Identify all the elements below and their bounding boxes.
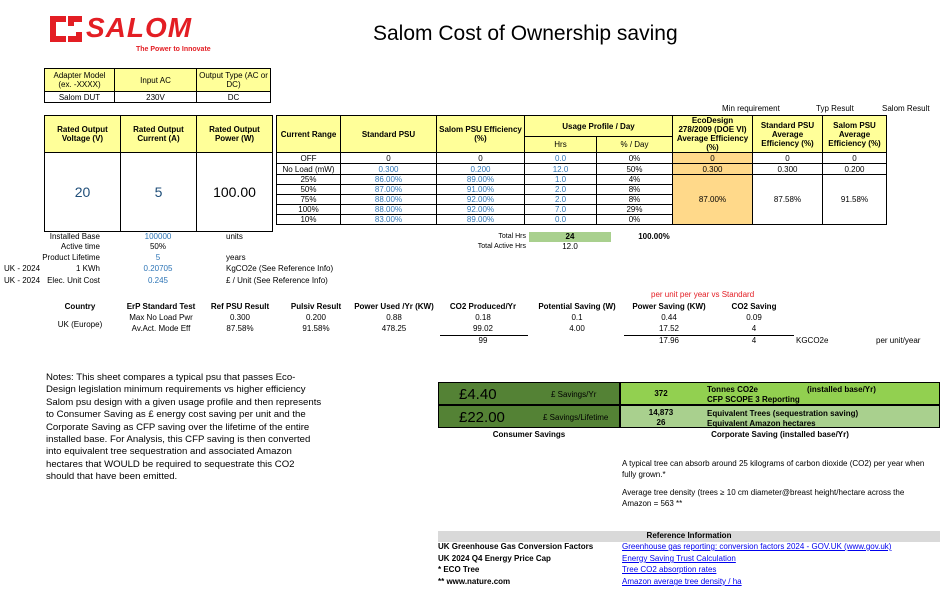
savings-yr-box (438, 382, 620, 405)
param-unit: £ / Unit (See Reference Info) (226, 276, 328, 285)
salom-cell[interactable]: 91.00% (437, 185, 525, 195)
pct-cell: 8% (597, 185, 673, 195)
notes-text: Notes: This sheet compares a typical psu that passes Eco-Design legislation minimum requirements vs higher efficiency Salom psu design with a given usage profile and then represents to Consumer Saving as £ energy cost saving per unit and the Corporate Saving as CFP saving over the lifetime of the entire installed base. For Analysis, this CFP saving is then converted into equivalent tree sequestration and associated Amazon hectares that WOULD be required to sequestrate this CO2 should that have been emitted. (46, 372, 322, 483)
pct-cell: 0% (597, 153, 673, 164)
tonnes-label: Tonnes CO2e (707, 385, 758, 394)
savings-yr-label: £ Savings/Yr (551, 390, 597, 399)
salom-result-label: Salom Result (882, 104, 930, 113)
pct-cell: 50% (597, 164, 673, 175)
param-value[interactable]: 0.20705 (143, 264, 173, 273)
range-cell: No Load (mW) (277, 164, 341, 175)
per-unit-note: per unit per year vs Standard (651, 290, 755, 299)
salom-cell[interactable]: 89.00% (437, 215, 525, 225)
erp-cell: 0.200 (305, 313, 327, 322)
typ-result-label: Typ Result (816, 104, 854, 113)
hrs-cell[interactable]: 7.0 (525, 205, 597, 215)
usage-profile-header: Usage Profile / Day (525, 116, 673, 137)
reference-label: * ECO Tree (438, 565, 480, 574)
corporate-savings-box (620, 382, 940, 428)
hrs-cell[interactable]: 12.0 (525, 164, 597, 175)
erp-header: CO2 Saving (731, 302, 777, 311)
param-label: Active time (60, 242, 100, 251)
savings-life-value: £22.00 (459, 409, 505, 426)
erp-header: Country (64, 302, 96, 311)
erp-cell: 0.88 (386, 313, 402, 322)
logo-brand: SALOM (86, 12, 193, 43)
param-value[interactable]: 100000 (144, 232, 172, 241)
range-cell: 25% (277, 175, 341, 185)
erp-total-saving: 4 (751, 336, 757, 345)
reference-link[interactable]: Energy Saving Trust Calculation (622, 554, 736, 563)
salom-avg-header: Salom PSU Average Efficiency (%) (823, 116, 887, 153)
reference-label: UK Greenhouse Gas Conversion Factors (438, 542, 594, 551)
eco-avg-cell: 87.00% (673, 175, 753, 225)
logo (46, 8, 226, 56)
input-ac-header: Input AC (115, 69, 197, 92)
std-noload-cell: 0.300 (753, 164, 823, 175)
tonnes-note: (installed base/Yr) (807, 385, 876, 394)
reference-title: Reference Information (438, 531, 940, 542)
range-cell: 100% (277, 205, 341, 215)
standard-psu-header: Standard PSU (341, 116, 437, 153)
std-cell[interactable]: 86.00% (341, 175, 437, 185)
rated-current-value: 5 (121, 153, 197, 232)
erp-total-per: per unit/year (876, 336, 921, 345)
erp-cell: Max No Load Pwr (129, 313, 193, 322)
eco-noload-cell: 0.300 (673, 164, 753, 175)
hrs-cell[interactable]: 1.0 (525, 175, 597, 185)
erp-cell: 87.58% (226, 324, 254, 333)
reference-label: UK 2024 Q4 Energy Price Cap (438, 554, 551, 563)
erp-header: CO2 Produced/Yr (449, 302, 517, 311)
std-cell[interactable]: 88.00% (341, 195, 437, 205)
savings-life-label: £ Savings/Lifetime (543, 413, 609, 422)
ecodesign-header: EcoDesign 278/2009 (DOE VI) Average Efficiency (%) (673, 116, 753, 153)
param-value[interactable]: 5 (155, 253, 161, 262)
erp-cell: 0.300 (229, 313, 251, 322)
output-type-value: DC (197, 92, 271, 103)
salom-logo-icon (46, 10, 86, 48)
adapter-model-value: Salom DUT (45, 92, 115, 103)
adapter-model-header: Adapter Model (ex. -XXXX) (45, 69, 115, 92)
adapter-table (44, 68, 271, 103)
erp-cell: 478.25 (381, 324, 407, 333)
erp-cell: 0.44 (661, 313, 677, 322)
rated-voltage-value: 20 (45, 153, 121, 232)
salom-psu-header: Salom PSU Efficiency (%) (437, 116, 525, 153)
erp-cell: 0.1 (571, 313, 583, 322)
total-active-value: 12.0 (562, 242, 578, 251)
hectares-label: Equivalent Amazon hectares (707, 419, 816, 428)
salom-cell[interactable]: 89.00% (437, 175, 525, 185)
param-label: 1 KWh (75, 264, 100, 273)
pct-cell: 8% (597, 195, 673, 205)
param-pre: UK - 2024 (4, 276, 41, 285)
hrs-header: Hrs (525, 137, 597, 153)
rated-current-header: Rated Output Current (A) (121, 116, 197, 153)
erp-cell: 17.52 (658, 324, 680, 333)
erp-header: ErP Standard Test (126, 302, 196, 311)
cfp-label: CFP SCOPE 3 Reporting (707, 395, 800, 404)
logo-tagline: The Power to Innovate (136, 46, 211, 53)
salom-off-cell: 0 (823, 153, 887, 164)
trees-value: 14,873 (648, 408, 674, 417)
rated-power-header: Rated Output Power (W) (197, 116, 273, 153)
param-value[interactable]: 0.245 (147, 276, 169, 285)
erp-cell: 0.18 (475, 313, 491, 322)
salom-avg-cell: 91.58% (823, 175, 887, 225)
erp-cell: Av.Act. Mode Eff (131, 324, 191, 333)
rated-voltage-header: Rated Output Voltage (V) (45, 116, 121, 153)
hrs-cell[interactable]: 0.0 (525, 215, 597, 225)
pct-cell: 0% (597, 215, 673, 225)
range-cell: OFF (277, 153, 341, 164)
param-unit: KgCO2e (See Reference Info) (226, 264, 334, 273)
erp-cell: 4.00 (569, 324, 585, 333)
tonnes-row (620, 382, 940, 405)
pct-cell: 29% (597, 205, 673, 215)
erp-header: Power Saving (KW) (632, 302, 706, 311)
tree-note-1: A typical tree can absorb around 25 kilograms of carbon dioxide (CO2) per year when fully grown.* (622, 459, 925, 479)
param-pre: UK - 2024 (4, 264, 41, 273)
erp-total-kw: 17.96 (658, 336, 680, 345)
range-cell: 75% (277, 195, 341, 205)
reference-link[interactable]: Tree CO2 absorption rates (622, 565, 717, 574)
hrs-cell[interactable]: 2.0 (525, 195, 597, 205)
pct-day-header: % / Day (597, 137, 673, 153)
total-pct-value: 100.00% (638, 232, 670, 241)
salom-cell[interactable]: 0.200 (437, 164, 525, 175)
hrs-cell[interactable]: 2.0 (525, 185, 597, 195)
std-cell[interactable]: 83.00% (341, 215, 437, 225)
param-unit: units (226, 232, 243, 241)
total-hrs-value: 24 (529, 232, 611, 242)
std-avg-cell: 87.58% (753, 175, 823, 225)
pct-cell: 4% (597, 175, 673, 185)
erp-cell: 99.02 (472, 324, 494, 333)
hectares-value: 26 (656, 418, 666, 427)
erp-total-unit: KGCO2e (796, 336, 829, 345)
tonnes-value: 372 (654, 389, 668, 398)
input-ac-value: 230V (115, 92, 197, 103)
param-label: Installed Base (49, 232, 100, 241)
savings-yr-value: £4.40 (459, 386, 497, 403)
erp-total-co2: 99 (478, 336, 488, 345)
param-label: Elec. Unit Cost (47, 276, 100, 285)
erp-header: Potential Saving (W) (538, 302, 616, 311)
main-table (276, 115, 887, 225)
erp-header: Ref PSU Result (210, 302, 270, 311)
std-cell[interactable]: 0.300 (341, 164, 437, 175)
rated-table (44, 115, 273, 232)
std-cell[interactable]: 87.00% (341, 185, 437, 195)
salom-cell[interactable]: 92.00% (437, 195, 525, 205)
eco-off-cell: 0 (673, 153, 753, 164)
rated-power-value: 100.00 (197, 153, 273, 232)
consumer-savings-label: Consumer Savings (492, 430, 566, 439)
total-hrs-label: Total Hrs (498, 233, 526, 240)
erp-header: Power Used /Yr (KW) (354, 302, 434, 311)
erp-cell: 91.58% (302, 324, 330, 333)
trees-row (620, 405, 940, 428)
min-requirement-label: Min requirement (722, 104, 780, 113)
current-range-header: Current Range (277, 116, 341, 153)
output-type-header: Output Type (AC or DC) (197, 69, 271, 92)
std-cell[interactable]: 88.00% (341, 205, 437, 215)
page-title: Salom Cost of Ownership saving (373, 22, 678, 45)
erp-cell: 0.09 (746, 313, 762, 322)
reference-label: ** www.nature.com (438, 577, 511, 586)
savings-life-box (438, 405, 620, 428)
reference-link[interactable]: Greenhouse gas reporting: conversion factors 2024 - GOV.UK (www.gov.uk) (622, 542, 892, 551)
std-off-cell: 0 (753, 153, 823, 164)
standard-avg-header: Standard PSU Average Efficiency (%) (753, 116, 823, 153)
param-unit: years (226, 253, 246, 262)
param-value: 50% (149, 242, 166, 251)
salom-cell: 0 (437, 153, 525, 164)
salom-cell[interactable]: 92.00% (437, 205, 525, 215)
total-active-label: Total Active Hrs (477, 243, 526, 250)
erp-header: Pulsiv Result (290, 302, 342, 311)
consumer-savings-box (438, 382, 620, 428)
reference-link[interactable]: Amazon average tree density / ha (622, 577, 742, 586)
erp-cell: 4 (751, 324, 757, 333)
tree-note-2: Average tree density (trees ≥ 10 cm diameter@breast height/hectare across the Amazon = 563 ** (622, 488, 905, 508)
salom-noload-cell: 0.200 (823, 164, 887, 175)
range-cell: 10% (277, 215, 341, 225)
erp-country: UK (Europe) (57, 320, 103, 329)
hrs-cell[interactable]: 0.0 (525, 153, 597, 164)
param-label: Product Lifetime (42, 253, 100, 262)
range-cell: 50% (277, 185, 341, 195)
std-cell: 0 (341, 153, 437, 164)
trees-label: Equivalent Trees (sequestration saving) (707, 409, 859, 418)
corporate-savings-label: Corporate Saving (installed base/Yr) (711, 430, 849, 439)
